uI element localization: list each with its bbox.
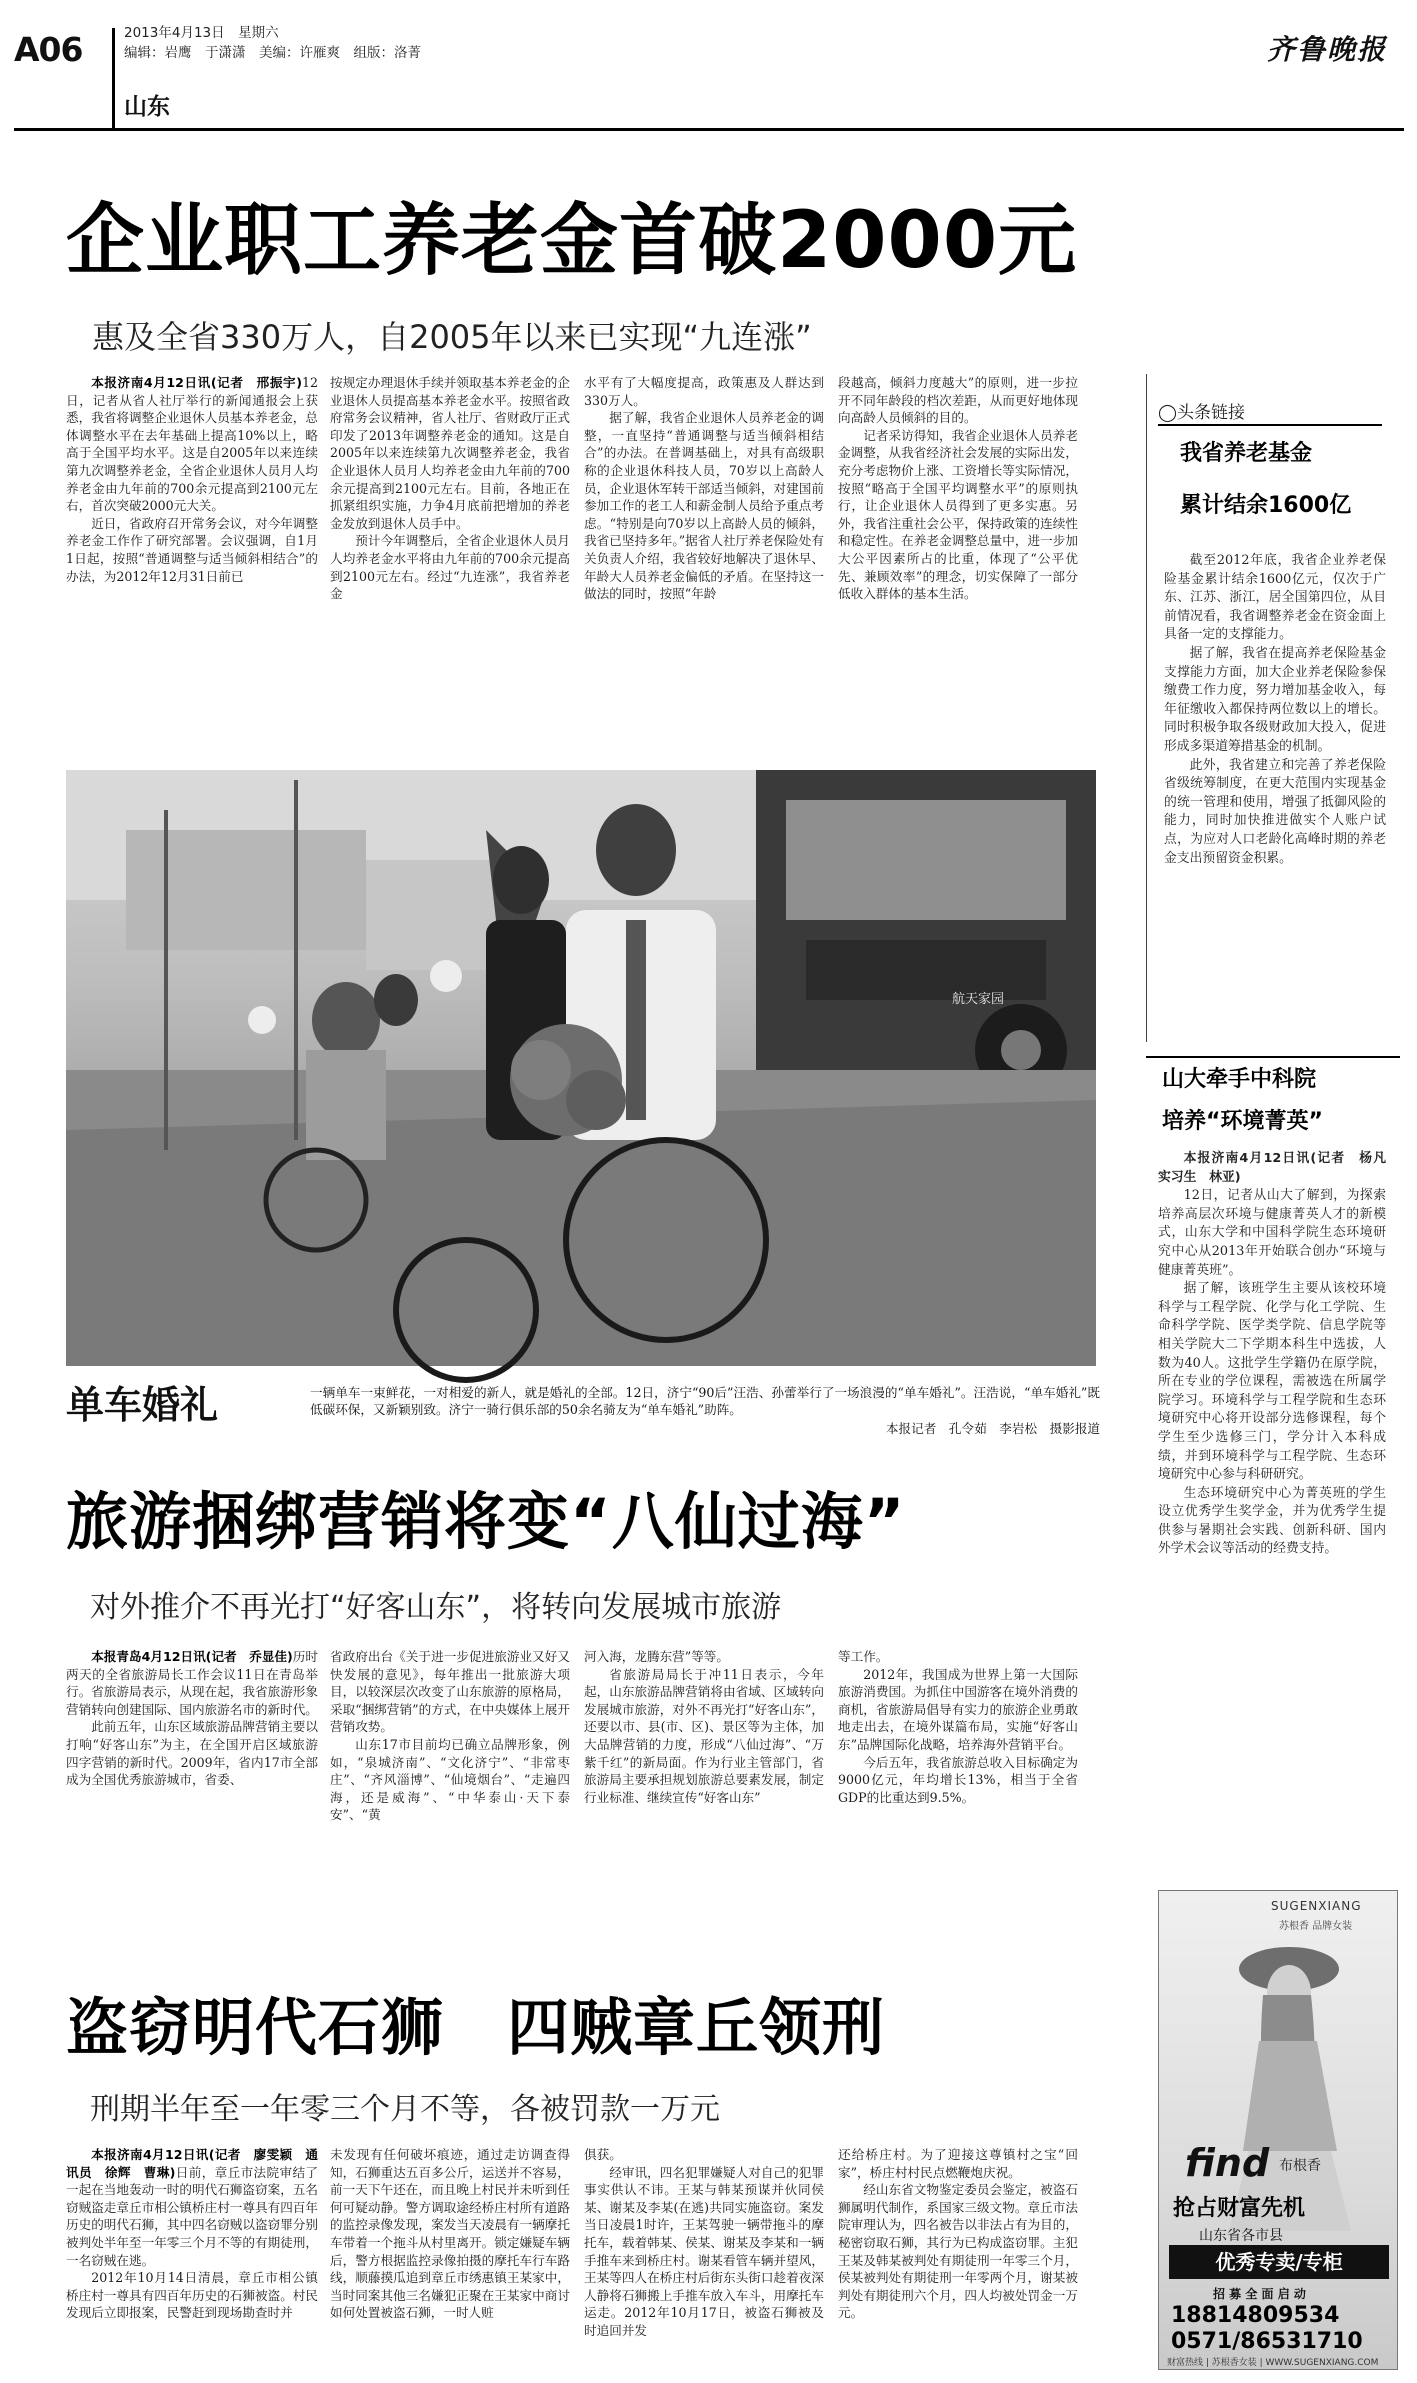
- story1-col3: 水平有了大幅度提高，政策惠及人群达到330万人。 据了解，我省企业退休人员养老金的调整，一直坚持“普通调整与适当倾斜相结合”的办法。在普调基础上，对具有高级职称的企业退休科技人员，70岁以上高龄人员，企业退休军转干部适当倾斜，对建国前参加工作的老工人和薪金制人员给予重点考虑。“特别是向70岁以上高龄人员的倾斜，我省已坚持多年。”据省人社厅养老保险处有关负责人介绍，我省较好地解决了退休早、年龄大人员养老金偏低的矛盾。在坚持这一做法的同时，按照“年龄: [584, 375, 824, 602]
- wedding-photo: [66, 770, 1096, 1366]
- story3-subhead: 刑期半年至一年零三个月不等，各被罚款一万元: [90, 2092, 720, 2127]
- header-divider: [112, 28, 115, 128]
- story1-subhead: 惠及全省330万人，自2005年以来已实现“九连涨”: [92, 318, 812, 356]
- header-rule: [14, 128, 1404, 131]
- sidebar1-tag-rule: [1158, 424, 1382, 426]
- story1-col4: 段越高，倾斜力度越大”的原则，进一步拉开不同年龄段的档次差距，从而更好地体现向高龄人员倾斜的目的。 记者采访得知，我省企业退休人员养老金调整，从我省经济社会发展的实际出发，充分考虑物价上涨、工资增长等实际情况，按照“略高于全国平均调整水平”的原则执行，让企业退休人员得到了更多实惠。另外，我省注重社会公平，保持政策的连续性和稳定性。在养老金调整总量中，进一步加大公平因素所占的比重，体现了“公平优先、兼顾效率”的理念，切实保障了一部分低收入群体的基本生活。: [838, 375, 1078, 602]
- story1-dateline: 本报济南4月12日讯(记者 邢振宇): [91, 375, 302, 390]
- advertisement[interactable]: [1158, 1890, 1398, 2370]
- bus-sign: 航天家园: [952, 992, 1005, 1007]
- story1-headline: 企业职工养老金首破2000元: [66, 196, 1078, 286]
- story1-col2: 按规定办理退休手续并领取基本养老金的企业退休人员提高基本养老金水平。按照省政府常务会议精神，省人社厅、省财政厅正式印发了2013年调整养老金的通知。这是自2005年以来连续第九次调整养老金，我省企业退休人员月人均养老金由九年前的700余元提高到2100元左右。目前，各地正在抓紧组织实施，力争4月底前把增加的养老金发放到退休人员手中。 预计今年调整后，全省企业退休人员月人均养老金水平将由九年前的700余元提高到2100元左右。经过“九连涨”，我省养老金: [330, 375, 570, 602]
- sidebar1-divider: [1146, 374, 1147, 1042]
- photo-caption-title: 单车婚礼: [66, 1383, 219, 1427]
- story3-col2: 未发现有任何破坏痕迹，通过走访调查得知，石狮重达五百多公斤，运送并不容易，前一天下午还在，而且晚上村民并未听到任何可疑动静。警方调取途经桥庄村所有道路的监控录像发现，案发当天凌晨有一辆摩托车带着一个拖斗从村里离开。锁定嫌疑车辆后，警方根据监控录像拍摄的摩托车行车路线，顺藤摸瓜追到章丘市绣惠镇王某家中，当时同案其他三名嫌犯正聚在王某家中商讨如何处置被盗石狮，一时人赃: [330, 2147, 570, 2321]
- photo-caption: 一辆单车一束鲜花，一对相爱的新人，就是婚礼的全部。12日，济宁“90后”汪浩、孙蕾举行了一场浪漫的“单车婚礼”。汪浩说，“单车婚礼”既低碳环保，又新颖别致。济宁一骑行俱乐部的50余名骑友为“单车婚礼”助阵。 本报记者 孔令茹 李岩松 摄影报道: [310, 1385, 1100, 1436]
- story2-subhead: 对外推介不再光打“好客山东”，将转向发展城市旅游: [90, 1590, 782, 1625]
- sidebar1-body: 截至2012年底，我省企业养老保险基金累计结余1600亿元，仅次于广东、江苏、浙江，居全国第四位，从目前情况看，我省调整养老金在资金面上具备一定的支撑能力。 据了解，我省在提高养老保险基金支撑能力方面，加大企业养老保险参保缴费工作力度，努力增加基金收入，每年征缴收入都保持两位数以上的增长。同时积极争取各级财政加大投入，促进形成多渠道筹措基金的机制。 此外，我省建立和完善了养老保险省级统筹制度，在更大范围内实现基金的统一管理和使用，增强了抵御风险的能力，同时加快推进做实个人账户试点，为应对人口老龄化高峰时期的养老金支出预留资金积累。: [1164, 553, 1386, 866]
- ad-brand-cn2: 布根香: [1279, 2158, 1321, 2174]
- story2-headline: 旅游捆绑营销将变“八仙过海”: [66, 1485, 906, 1558]
- story3-col4: 还给桥庄村。为了迎接这尊镇村之宝“回家”，桥庄村村民点燃鞭炮庆祝。 经山东省文物鉴定委员会鉴定，被盗石狮属明代制作，系国家三级文物。章丘市法院审理认为，四名被告以非法占有为目的，秘密窃取石狮，其行为已构成盗窃罪。主犯王某及韩某被判处有期徒刑一年零三个月，侯某被判处有期徒刑一年零两个月，谢某被判处有期徒刑六个月，四人均被处罚金一万元。: [838, 2147, 1078, 2321]
- ad-recruit-sub: 招 募 全 面 启 动: [1213, 2287, 1306, 2301]
- sidebar1-tag: ◯头条链接: [1158, 403, 1246, 423]
- story2-col2: 省政府出台《关于进一步促进旅游业又好又快发展的意见》，每年推出一批旅游大项目，以较深层次改变了山东旅游的原格局，采取“捆绑营销”的方式，在中央媒体上展开营销攻势。 山东17市目前均已确立品牌形象，例如，“泉城济南”、“文化济宁”、“非常枣庄”、“齐风淄博”、“仙境烟台”、“走遍四海，还是威海”、“中华泰山·天下泰安”、“黄: [330, 1649, 570, 1823]
- story3-col3: 俱获。 经审讯，四名犯罪嫌疑人对自己的犯罪事实供认不讳。王某与韩某预谋并伙同侯某、谢某及李某(在逃)共同实施盗窃。案发当日凌晨1时许，王某驾驶一辆带拖斗的摩托车，载着韩某、侯某、谢某及李某和一辆手推车来到桥庄村。谢某看管车辆并望风，王某等四人在桥庄村后街东头街口趁着夜深人静将石狮搬上手推车放入车斗，用摩托车运走。2012年10月17日，被盗石狮被及时追回并发: [584, 2147, 824, 2338]
- ad-brand-top: SUGENXIANG: [1271, 1899, 1362, 1913]
- ad-footer: 财富热线 | 苏根香女装 | WWW.SUGENXIANG.COM: [1167, 2358, 1379, 2368]
- ad-region: 山东省各市县: [1199, 2228, 1283, 2244]
- ad-model-illustration: [1159, 1931, 1399, 2231]
- circle-icon: ◯: [1158, 403, 1178, 423]
- sidebar2-body: 本报济南4月12日讯(记者 杨凡 实习生 林亚) 12日，记者从山大了解到，为探索培养高层次环境与健康菁英人才的新模式，山东大学和中国科学院生态环境研究中心从2013年开始联合创办“环境与健康菁英班”。 据了解，该班学生主要从该校环境科学与工程学院、化学与化工学院、生命科学学院、医学类学院、信息学院等相关学院大二下学期本科生中选拔，人数为40人。这批学生学籍仍在原学院，所在专业的学位课程，需被选在所属学院学习。环境科学与工程学院和生态环境研究中心将开设部分选修课程，每个学生至少选修三门，学分计入本科成绩，并到环境科学与工程学院、生态环境研究中心参与科研研究。 生态环境研究中心为菁英班的学生设立优秀学生奖学金，并为优秀学生提供参与暑期社会实践、创新科研、国内外学术会议等活动的经费支持。: [1158, 1151, 1399, 1557]
- story3-dateline: 本报济南4月12日讯(记者 廖雯颖 通讯员 徐辉 曹琳): [66, 2147, 318, 2180]
- story3-headline: 盗窃明代石狮 四贼章丘领刑: [66, 1991, 886, 2064]
- story1-col1: 本报济南4月12日讯(记者 邢振宇)12日，记者从省人社厅举行的新闻通报会上获悉，我省将调整企业退休人员基本养老金，总体调整水平在去年基础上提高10%以上，略高于全国平均水平。这是自2005年以来连续第九次调整养老金，全省企业退休人员月人均养老金由九年前的700余元提高到2100元左右，首次突破2000元大关。 近日，省政府召开常务会议，对今年调整养老金工作作了研究部署。会议强调，自1月1日起，按照“普通调整与适当倾斜相结合”的办法，为2012年12月31日前已: [66, 375, 318, 584]
- story2-col1: 本报青岛4月12日讯(记者 乔显佳)历时两天的全省旅游局长工作会议11日在青岛举行。省旅游局表示，从现在起，我省旅游形象营销转向创建国际、国内旅游名市的新时代。 此前五年，山东区域旅游品牌营销主要以打响“好客山东”为主，在全国开启区域旅游四字营销的新时代。2009年，省内17市全部成为全国优秀旅游城市，省委、: [66, 1649, 318, 1788]
- sidebar1-title: 我省养老基金 累计结余1600亿: [1180, 441, 1352, 518]
- ad-brand-cn: 苏根香 品牌女装: [1279, 1921, 1353, 1932]
- story2-col4: 等工作。 2012年，我国成为世界上第一大国际旅游消费国。为抓住中国游客在境外消费的商机，省旅游局倡导有实力的旅游企业勇敢地走出去，在境外谋篇布局，实施“好客山东”品牌国际化战略，培养海外营销平台。 今后五年，我省旅游总收入目标确定为9000亿元，年均增长13%，相当于全省GDP的比重达到9.5%。: [838, 1649, 1078, 1805]
- header-editors: 编辑：岩鹰 于潇潇 美编：许雁爽 组版：洛菁: [124, 45, 421, 61]
- ad-slogan: 抢占财富先机: [1173, 2196, 1306, 2221]
- ad-phone1[interactable]: 18814809534: [1171, 2303, 1340, 2328]
- sidebar2-title: 山大牵手中科院 培养“环境菁英”: [1162, 1067, 1323, 1134]
- wedding-photo-illustration: [66, 770, 1096, 1366]
- story2-dateline: 本报青岛4月12日讯(记者 乔显佳): [91, 1649, 293, 1664]
- masthead-logo: 齐鲁晚报: [1266, 33, 1387, 66]
- page-number: A06: [14, 30, 83, 69]
- story2-col3: 河入海，龙腾东营”等等。 省旅游局局长于冲11日表示，今年起，山东旅游品牌营销将由省域、区域转向发展城市旅游，对外不再光打“好客山东”，还要以市、县(市、区)、景区等为主体，加大品牌营销的力度，形成“八仙过海”、“万紫千红”的新局面。作为行业主管部门，省旅游局主要承担规划旅游总要素发展，制定行业标准、继续宣传“好客山东”: [584, 1649, 824, 1805]
- ad-headline: find: [1185, 2141, 1270, 2185]
- section-name: 山东: [124, 94, 170, 120]
- story3-col1: 本报济南4月12日讯(记者 廖雯颖 通讯员 徐辉 曹琳)日前，章丘市法院审结了一起在当地轰动一时的明代石狮盗窃案，五名窃贼盗走章丘市相公镇桥庄村一尊具有四百年历史的明代石狮，其中四名窃贼以盗窃罪分别被判处半年至一年零三个月不等的有期徒刑，一名窃贼在逃。 2012年10月14日清晨，章丘市相公镇桥庄村一尊具有四百年历史的石狮被盗。村民发现后立即报案，民警赶到现场勘查时并: [66, 2147, 318, 2321]
- ad-phone2[interactable]: 0571/86531710: [1171, 2329, 1363, 2354]
- ad-recruit: 优秀专卖/专柜: [1169, 2245, 1389, 2279]
- sidebar2-box-rule: [1146, 1056, 1400, 1058]
- header-date: 2013年4月13日 星期六: [124, 25, 279, 41]
